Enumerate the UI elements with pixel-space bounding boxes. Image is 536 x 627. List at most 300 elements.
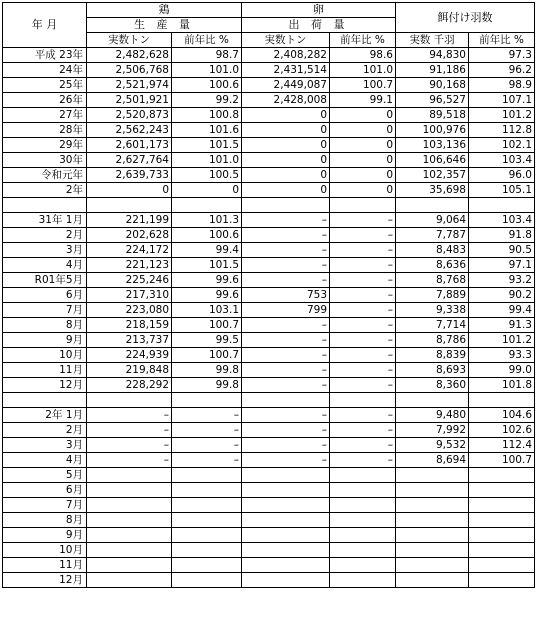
- cell-p-val: 218,159: [87, 318, 172, 333]
- table-row: [3, 483, 535, 498]
- cell-s-val: –: [242, 273, 330, 288]
- cell-p-yoy: 99.8: [172, 363, 242, 378]
- cell-s-val: 2,428,008: [242, 93, 330, 108]
- cell-f-val: 35,698: [396, 183, 469, 198]
- table-row: [3, 498, 535, 513]
- cell-f-yoy: 102.1: [469, 138, 535, 153]
- row-label: 7月: [3, 498, 87, 513]
- cell-s-yoy: [330, 513, 396, 528]
- empty-cell: [469, 393, 535, 408]
- table-row: [3, 228, 535, 243]
- cell-f-val: 8,636: [396, 258, 469, 273]
- cell-f-val: 103,136: [396, 138, 469, 153]
- cell-f-yoy: [469, 468, 535, 483]
- cell-s-val: –: [242, 243, 330, 258]
- row-label: 24年: [3, 63, 87, 78]
- cell-f-yoy: [469, 558, 535, 573]
- table-row: [3, 48, 535, 63]
- cell-f-val: 9,338: [396, 303, 469, 318]
- year-month-header: 年 月: [3, 3, 87, 48]
- cell-s-val: –: [242, 258, 330, 273]
- empty-cell: [469, 198, 535, 213]
- cell-p-val: 228,292: [87, 378, 172, 393]
- cell-p-val: [87, 483, 172, 498]
- row-label: 令和元年: [3, 168, 87, 183]
- cell-p-yoy: 100.6: [172, 228, 242, 243]
- cell-f-val: 8,839: [396, 348, 469, 363]
- cell-s-yoy: 98.6: [330, 48, 396, 63]
- cell-p-val: 2,627,764: [87, 153, 172, 168]
- cell-s-val: –: [242, 378, 330, 393]
- cell-f-yoy: [469, 528, 535, 543]
- empty-cell: [172, 393, 242, 408]
- cell-p-yoy: 101.5: [172, 138, 242, 153]
- cell-p-val: 2,601,173: [87, 138, 172, 153]
- table-row: [3, 513, 535, 528]
- cell-f-yoy: [469, 513, 535, 528]
- row-label: 4月: [3, 453, 87, 468]
- cell-s-val: 0: [242, 138, 330, 153]
- cell-p-val: 2,506,768: [87, 63, 172, 78]
- cell-s-yoy: 0: [330, 183, 396, 198]
- empty-cell: [396, 393, 469, 408]
- row-label: 8月: [3, 318, 87, 333]
- row-label: 3月: [3, 243, 87, 258]
- row-label: 3月: [3, 438, 87, 453]
- cell-f-val: 96,527: [396, 93, 469, 108]
- row-label: 10月: [3, 543, 87, 558]
- cell-s-val: 2,449,087: [242, 78, 330, 93]
- cell-s-val: [242, 498, 330, 513]
- cell-s-val: 753: [242, 288, 330, 303]
- cell-p-yoy: 101.6: [172, 123, 242, 138]
- table-row: [3, 438, 535, 453]
- cell-s-val: [242, 558, 330, 573]
- cell-f-val: [396, 543, 469, 558]
- table-row: [3, 528, 535, 543]
- cell-f-yoy: 103.4: [469, 153, 535, 168]
- row-label: 25年: [3, 78, 87, 93]
- cell-p-yoy: [172, 573, 242, 588]
- cell-f-val: 94,830: [396, 48, 469, 63]
- cell-s-val: –: [242, 213, 330, 228]
- cell-f-val: 8,360: [396, 378, 469, 393]
- spacer-row: [3, 198, 535, 213]
- cell-s-yoy: –: [330, 273, 396, 288]
- cell-s-yoy: –: [330, 378, 396, 393]
- cell-p-yoy: 103.1: [172, 303, 242, 318]
- col-actual-thousand: 実数 千羽: [396, 33, 469, 48]
- cell-p-yoy: [172, 483, 242, 498]
- cell-f-yoy: [469, 483, 535, 498]
- cell-f-yoy: 90.2: [469, 288, 535, 303]
- cell-s-yoy: –: [330, 438, 396, 453]
- cell-f-yoy: 93.3: [469, 348, 535, 363]
- cell-p-val: –: [87, 423, 172, 438]
- empty-cell: [330, 393, 396, 408]
- cell-p-yoy: –: [172, 423, 242, 438]
- table-row: [3, 468, 535, 483]
- production-header: 生 産 量: [87, 18, 242, 33]
- egg-header: 卵: [242, 3, 396, 18]
- cell-p-val: [87, 558, 172, 573]
- table-row: [3, 123, 535, 138]
- cell-p-yoy: –: [172, 438, 242, 453]
- cell-f-yoy: 104.6: [469, 408, 535, 423]
- cell-s-yoy: [330, 543, 396, 558]
- cell-f-val: [396, 573, 469, 588]
- table-row: [3, 453, 535, 468]
- cell-s-val: –: [242, 453, 330, 468]
- cell-f-yoy: 107.1: [469, 93, 535, 108]
- row-label: 9月: [3, 528, 87, 543]
- table-row: [3, 303, 535, 318]
- row-label: 2年: [3, 183, 87, 198]
- cell-f-val: 100,976: [396, 123, 469, 138]
- col-actual-ton: 実数トン: [87, 33, 172, 48]
- cell-s-yoy: [330, 573, 396, 588]
- cell-f-yoy: 98.9: [469, 78, 535, 93]
- spacer-row: [3, 393, 535, 408]
- cell-p-yoy: 99.4: [172, 243, 242, 258]
- cell-f-yoy: 93.2: [469, 273, 535, 288]
- cell-p-val: [87, 543, 172, 558]
- table-body: [3, 3, 535, 588]
- cell-s-yoy: [330, 468, 396, 483]
- cell-s-yoy: 0: [330, 153, 396, 168]
- cell-s-val: 0: [242, 183, 330, 198]
- cell-s-val: –: [242, 318, 330, 333]
- cell-p-val: 223,080: [87, 303, 172, 318]
- row-label: 2月: [3, 228, 87, 243]
- cell-s-yoy: –: [330, 288, 396, 303]
- cell-p-yoy: 99.8: [172, 378, 242, 393]
- cell-f-val: 106,646: [396, 153, 469, 168]
- row-label: 10月: [3, 348, 87, 363]
- cell-s-yoy: –: [330, 303, 396, 318]
- cell-s-val: 2,431,514: [242, 63, 330, 78]
- cell-s-yoy: 99.1: [330, 93, 396, 108]
- cell-p-val: 2,501,921: [87, 93, 172, 108]
- cell-s-val: [242, 573, 330, 588]
- cell-s-val: 2,408,282: [242, 48, 330, 63]
- cell-p-yoy: 99.6: [172, 288, 242, 303]
- cell-p-val: 2,520,873: [87, 108, 172, 123]
- cell-f-yoy: 101.2: [469, 333, 535, 348]
- row-label: 29年: [3, 138, 87, 153]
- row-label: 2月: [3, 423, 87, 438]
- cell-s-yoy: 0: [330, 123, 396, 138]
- cell-f-val: [396, 468, 469, 483]
- table-row: [3, 243, 535, 258]
- cell-f-yoy: 112.8: [469, 123, 535, 138]
- cell-f-yoy: 96.0: [469, 168, 535, 183]
- table-row: [3, 183, 535, 198]
- cell-p-yoy: 99.2: [172, 93, 242, 108]
- row-label: 27年: [3, 108, 87, 123]
- cell-s-val: [242, 483, 330, 498]
- cell-s-yoy: [330, 498, 396, 513]
- cell-f-yoy: 101.8: [469, 378, 535, 393]
- cell-p-yoy: 98.7: [172, 48, 242, 63]
- cell-f-val: 89,518: [396, 108, 469, 123]
- cell-f-yoy: [469, 543, 535, 558]
- cell-s-val: [242, 543, 330, 558]
- cell-f-val: 7,714: [396, 318, 469, 333]
- empty-cell: [330, 198, 396, 213]
- cell-s-yoy: 101.0: [330, 63, 396, 78]
- cell-f-val: 8,483: [396, 243, 469, 258]
- cell-s-val: –: [242, 348, 330, 363]
- cell-f-val: 7,889: [396, 288, 469, 303]
- cell-p-val: [87, 498, 172, 513]
- cell-p-yoy: –: [172, 408, 242, 423]
- cell-p-yoy: 101.3: [172, 213, 242, 228]
- row-label: 6月: [3, 288, 87, 303]
- cell-s-val: 0: [242, 168, 330, 183]
- cell-s-yoy: –: [330, 348, 396, 363]
- cell-p-val: 224,172: [87, 243, 172, 258]
- cell-p-yoy: 101.0: [172, 63, 242, 78]
- cell-f-val: [396, 483, 469, 498]
- cell-p-yoy: 100.6: [172, 78, 242, 93]
- cell-s-yoy: –: [330, 213, 396, 228]
- cell-s-yoy: 0: [330, 168, 396, 183]
- row-label: 9月: [3, 333, 87, 348]
- cell-s-yoy: [330, 528, 396, 543]
- table-row: [3, 288, 535, 303]
- table-row: [3, 408, 535, 423]
- cell-f-yoy: 91.8: [469, 228, 535, 243]
- cell-p-yoy: 101.5: [172, 258, 242, 273]
- cell-p-val: 2,639,733: [87, 168, 172, 183]
- cell-p-yoy: [172, 468, 242, 483]
- cell-f-yoy: 105.1: [469, 183, 535, 198]
- cell-p-yoy: 99.5: [172, 333, 242, 348]
- empty-cell: [3, 198, 87, 213]
- row-label: 2年 1月: [3, 408, 87, 423]
- cell-f-val: 7,787: [396, 228, 469, 243]
- table-row: [3, 573, 535, 588]
- table-row: [3, 108, 535, 123]
- cell-p-val: 2,562,243: [87, 123, 172, 138]
- cell-f-yoy: 112.4: [469, 438, 535, 453]
- cell-p-yoy: 100.5: [172, 168, 242, 183]
- cell-p-yoy: [172, 513, 242, 528]
- cell-p-val: 213,737: [87, 333, 172, 348]
- cell-p-yoy: –: [172, 453, 242, 468]
- table-row: [3, 378, 535, 393]
- empty-cell: [396, 198, 469, 213]
- cell-p-yoy: [172, 543, 242, 558]
- row-label: 平成 23年: [3, 48, 87, 63]
- cell-f-yoy: 96.2: [469, 63, 535, 78]
- cell-f-val: 9,532: [396, 438, 469, 453]
- row-label: 12月: [3, 573, 87, 588]
- row-label: 6月: [3, 483, 87, 498]
- cell-p-yoy: 100.7: [172, 348, 242, 363]
- table-row: [3, 153, 535, 168]
- table-row: [3, 258, 535, 273]
- cell-f-yoy: [469, 573, 535, 588]
- cell-p-val: 221,199: [87, 213, 172, 228]
- row-label: 8月: [3, 513, 87, 528]
- statistics-table: [2, 2, 535, 588]
- cell-f-val: 7,992: [396, 423, 469, 438]
- cell-f-val: 8,786: [396, 333, 469, 348]
- table-row: [3, 543, 535, 558]
- cell-f-yoy: [469, 498, 535, 513]
- cell-s-yoy: –: [330, 453, 396, 468]
- empty-cell: [242, 198, 330, 213]
- cell-s-val: –: [242, 423, 330, 438]
- cell-p-val: [87, 573, 172, 588]
- table-row: [3, 63, 535, 78]
- cell-s-yoy: 0: [330, 108, 396, 123]
- cell-s-val: 799: [242, 303, 330, 318]
- cell-s-val: –: [242, 333, 330, 348]
- cell-p-val: 219,848: [87, 363, 172, 378]
- cell-s-yoy: [330, 483, 396, 498]
- row-label: 7月: [3, 303, 87, 318]
- cell-p-val: 2,521,974: [87, 78, 172, 93]
- table-row: [3, 93, 535, 108]
- table-row: [3, 333, 535, 348]
- cell-s-val: [242, 528, 330, 543]
- cell-p-yoy: 0: [172, 183, 242, 198]
- table-row: [3, 363, 535, 378]
- col-yoy-2: 前年比 %: [330, 33, 396, 48]
- row-label: 28年: [3, 123, 87, 138]
- cell-f-yoy: 100.7: [469, 453, 535, 468]
- cell-f-yoy: 101.2: [469, 108, 535, 123]
- table-row: [3, 78, 535, 93]
- row-label: 12月: [3, 378, 87, 393]
- cell-f-val: 8,768: [396, 273, 469, 288]
- cell-f-val: 102,357: [396, 168, 469, 183]
- cell-s-val: –: [242, 408, 330, 423]
- cell-f-val: [396, 528, 469, 543]
- cell-f-val: [396, 498, 469, 513]
- cell-p-val: [87, 513, 172, 528]
- table-row: [3, 213, 535, 228]
- cell-p-val: 224,939: [87, 348, 172, 363]
- cell-s-yoy: –: [330, 318, 396, 333]
- cell-p-yoy: [172, 498, 242, 513]
- shipment-header: 出 荷 量: [242, 18, 396, 33]
- row-label: 11月: [3, 558, 87, 573]
- cell-p-val: 221,123: [87, 258, 172, 273]
- table-row: [3, 423, 535, 438]
- cell-s-val: 0: [242, 108, 330, 123]
- cell-f-val: [396, 513, 469, 528]
- empty-cell: [172, 198, 242, 213]
- cell-s-yoy: –: [330, 243, 396, 258]
- row-label: 4月: [3, 258, 87, 273]
- empty-cell: [87, 198, 172, 213]
- cell-p-val: –: [87, 408, 172, 423]
- cell-f-val: 8,694: [396, 453, 469, 468]
- empty-cell: [3, 393, 87, 408]
- cell-s-yoy: –: [330, 258, 396, 273]
- cell-s-val: 0: [242, 153, 330, 168]
- cell-p-yoy: 100.7: [172, 318, 242, 333]
- cell-f-yoy: 97.1: [469, 258, 535, 273]
- table-row: [3, 318, 535, 333]
- cell-p-val: 217,310: [87, 288, 172, 303]
- cell-s-yoy: –: [330, 423, 396, 438]
- chicken-header: 鶏: [87, 3, 242, 18]
- cell-s-yoy: [330, 558, 396, 573]
- cell-f-val: [396, 558, 469, 573]
- cell-p-val: [87, 468, 172, 483]
- row-label: 11月: [3, 363, 87, 378]
- cell-s-yoy: –: [330, 333, 396, 348]
- cell-p-yoy: [172, 558, 242, 573]
- cell-s-val: [242, 468, 330, 483]
- header-row-1: [3, 3, 535, 18]
- cell-p-yoy: 101.0: [172, 153, 242, 168]
- row-label: 5月: [3, 468, 87, 483]
- cell-p-val: 202,628: [87, 228, 172, 243]
- table-row: [3, 348, 535, 363]
- cell-f-val: 90,168: [396, 78, 469, 93]
- cell-s-yoy: –: [330, 363, 396, 378]
- col-yoy: 前年比 %: [172, 33, 242, 48]
- cell-s-val: 0: [242, 123, 330, 138]
- cell-f-yoy: 99.4: [469, 303, 535, 318]
- row-label: 30年: [3, 153, 87, 168]
- table-row: [3, 273, 535, 288]
- col-actual-ton-2: 実数トン: [242, 33, 330, 48]
- cell-f-yoy: 99.0: [469, 363, 535, 378]
- cell-p-yoy: 100.8: [172, 108, 242, 123]
- cell-s-val: –: [242, 228, 330, 243]
- cell-s-yoy: –: [330, 228, 396, 243]
- cell-p-val: –: [87, 453, 172, 468]
- cell-s-yoy: –: [330, 408, 396, 423]
- row-label: R01年5月: [3, 273, 87, 288]
- cell-s-yoy: 0: [330, 138, 396, 153]
- cell-f-val: 8,693: [396, 363, 469, 378]
- cell-p-val: 225,246: [87, 273, 172, 288]
- empty-cell: [87, 393, 172, 408]
- cell-f-yoy: 97.3: [469, 48, 535, 63]
- cell-s-val: –: [242, 438, 330, 453]
- cell-p-val: [87, 528, 172, 543]
- cell-p-val: 0: [87, 183, 172, 198]
- col-yoy-3: 前年比 %: [469, 33, 535, 48]
- cell-f-val: 9,480: [396, 408, 469, 423]
- cell-f-yoy: 102.6: [469, 423, 535, 438]
- feeding-header: 餌付け羽数: [396, 3, 535, 33]
- cell-p-val: 2,482,628: [87, 48, 172, 63]
- empty-cell: [242, 393, 330, 408]
- table-row: [3, 558, 535, 573]
- row-label: 31年 1月: [3, 213, 87, 228]
- cell-f-yoy: 103.4: [469, 213, 535, 228]
- row-label: 26年: [3, 93, 87, 108]
- cell-f-val: 9,064: [396, 213, 469, 228]
- cell-f-yoy: 90.5: [469, 243, 535, 258]
- cell-p-yoy: [172, 528, 242, 543]
- cell-p-yoy: 99.6: [172, 273, 242, 288]
- cell-f-yoy: 91.3: [469, 318, 535, 333]
- cell-s-yoy: 100.7: [330, 78, 396, 93]
- cell-f-val: 91,186: [396, 63, 469, 78]
- table-row: [3, 168, 535, 183]
- table-row: [3, 138, 535, 153]
